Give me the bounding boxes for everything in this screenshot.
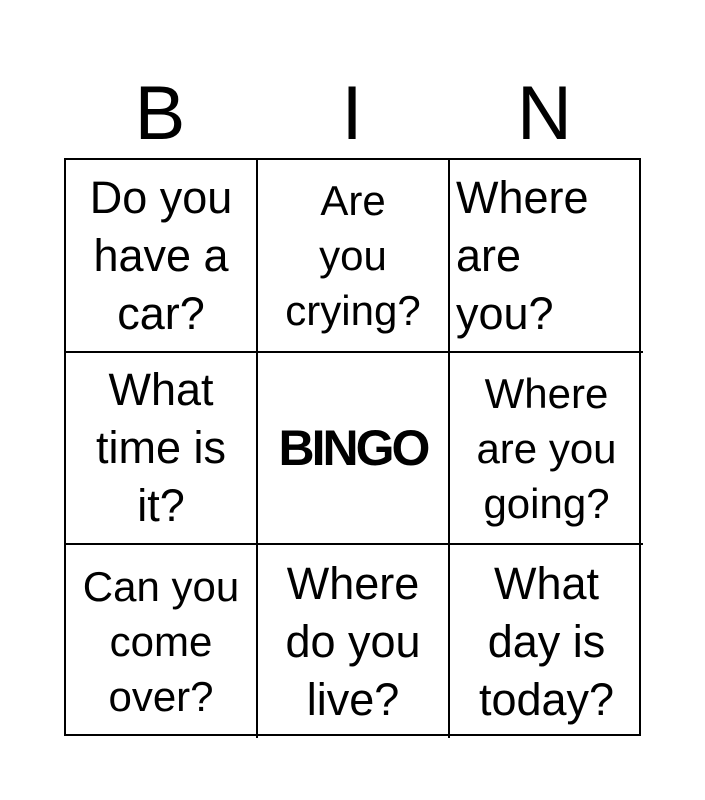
- header-letter-b: B: [134, 71, 186, 156]
- cell-text: Are you crying?: [285, 177, 421, 334]
- cell-text: Where are you going?: [476, 369, 617, 527]
- bingo-cell[interactable]: [258, 160, 450, 353]
- cell-text: Where are you?: [456, 171, 589, 339]
- free-space-cell[interactable]: [258, 353, 450, 545]
- cell-text: Do you have a car?: [89, 171, 233, 339]
- free-space-label: BINGO: [278, 420, 428, 476]
- bingo-cell[interactable]: [66, 545, 258, 738]
- bingo-cell[interactable]: [450, 160, 643, 353]
- bingo-grid: [64, 158, 641, 736]
- bingo-cell[interactable]: [450, 545, 643, 738]
- bingo-cell[interactable]: [258, 545, 450, 738]
- cell-text: Where do you live?: [285, 557, 421, 725]
- bingo-header: [64, 70, 641, 158]
- bingo-cell[interactable]: [66, 160, 258, 353]
- header-letter-n: N: [517, 71, 572, 156]
- header-letter-i: I: [341, 71, 363, 156]
- bingo-cell[interactable]: [66, 353, 258, 545]
- cell-text: What day is today?: [478, 557, 615, 725]
- cell-text: Can you come over?: [82, 563, 240, 720]
- cell-text: What time is it?: [95, 364, 226, 531]
- bingo-cell[interactable]: [450, 353, 643, 545]
